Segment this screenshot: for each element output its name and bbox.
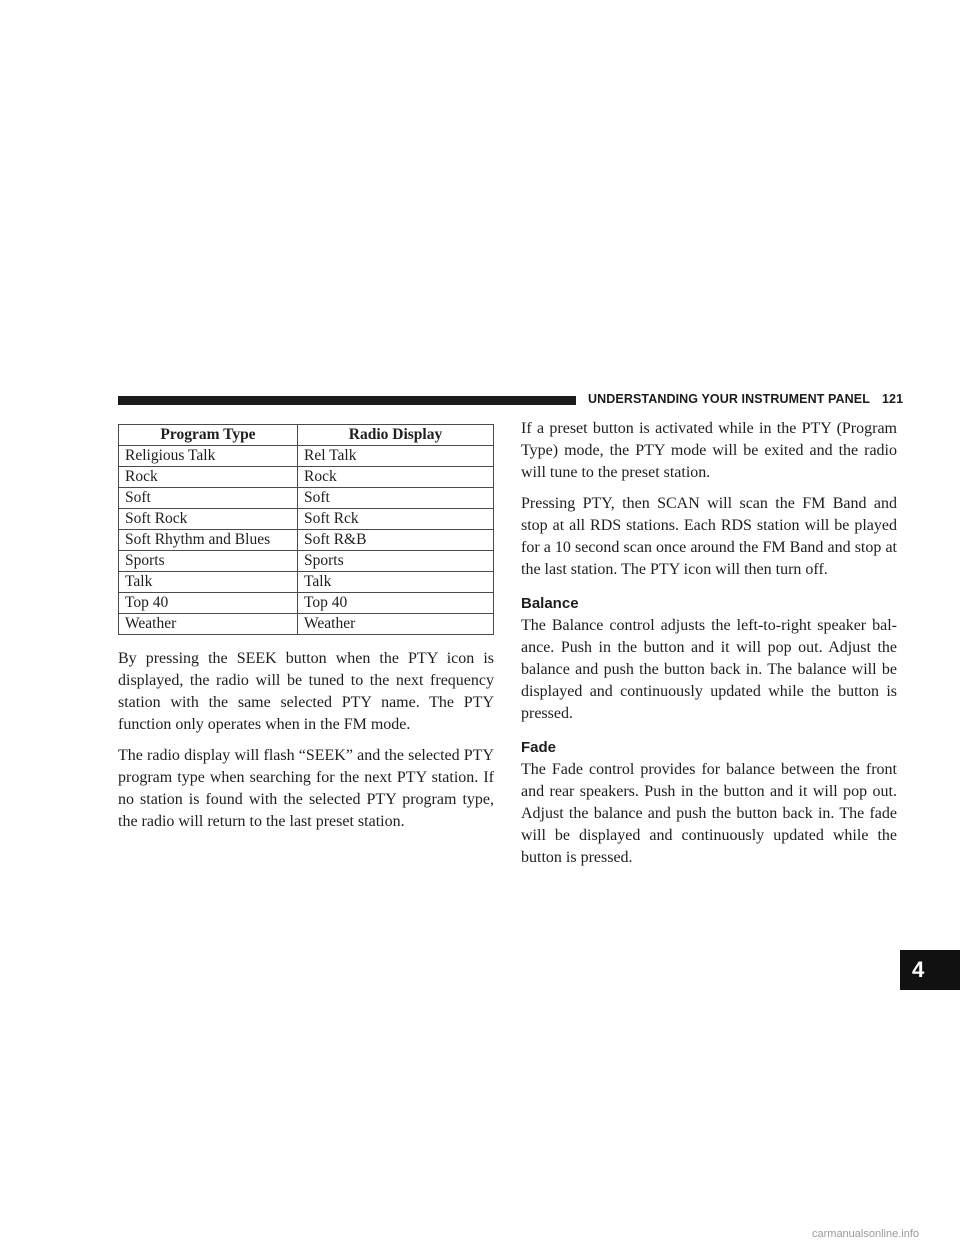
table-row [119,572,494,593]
balance-heading: Balance [521,595,579,612]
header-rule [118,396,576,405]
table-row [119,467,494,488]
table-cell: Rel Talk [298,446,494,467]
fade-paragraph: The Fade control provides for balance between the front and rear speakers. Push in the button and it will pop out. Adjust the balance and push the button back in. The fade will be displayed and continuously updated while the button is pressed. [521,761,897,866]
table-row [119,530,494,551]
table-cell: Soft [298,488,494,509]
table-cell: Soft Rock [119,509,298,530]
table-header-cell: Radio Display [298,425,494,446]
right-column [521,418,897,878]
table-row [119,614,494,635]
running-header [588,392,903,406]
table-cell: Top 40 [119,593,298,614]
table-cell: Top 40 [298,593,494,614]
table-cell: Rock [119,467,298,488]
table-row [119,551,494,572]
table-cell: Soft Rhythm and Blues [119,530,298,551]
table-row [119,593,494,614]
table-cell: Weather [298,614,494,635]
table-cell: Talk [298,572,494,593]
table-cell: Sports [119,551,298,572]
table-cell: Soft [119,488,298,509]
seek-paragraph: By pressing the SEEK button when the PTY icon is displayed, the radio will be tuned to the next frequency station with the same selected PTY name. The PTY function only operates when in the FM mode. [118,650,494,733]
table-row [119,509,494,530]
table-cell: Talk [119,572,298,593]
pty-table [118,424,494,635]
table-cell: Soft Rck [298,509,494,530]
scan-paragraph: Pressing PTY, then SCAN will scan the FM Band and stop at all RDS stations. Each RDS station will be played for a 10 second scan once around the FM Band and stop at the last station. The PTY icon will then turn off. [521,495,897,578]
footer-watermark: carmanualsonline.info [812,1228,920,1240]
table-cell: Soft R&B [298,530,494,551]
table-row [119,446,494,467]
chapter-tab: 4 [900,950,960,990]
table-header-cell: Program Type [119,425,298,446]
left-column [118,648,494,842]
balance-paragraph: The Balance control adjusts the left-to-right speaker bal- ance. Push in the button and it will pop out. Adjust the balance and push the button back in. The balance will be displayed and continuously updated while the button is pressed. [521,617,897,722]
flash-seek-paragraph: The radio display will flash “SEEK” and the selected PTY program type when searching for the next PTY station. If no station is found with the selected PTY program type, the radio will return to the last preset station. [118,747,494,830]
page-number: 121 [881,392,904,406]
table-cell: Religious Talk [119,446,298,467]
table-cell: Sports [298,551,494,572]
table-cell: Rock [298,467,494,488]
section-title: UNDERSTANDING YOUR INSTRUMENT PANEL [588,392,870,406]
table-cell: Weather [119,614,298,635]
table-header-row [119,425,494,446]
fade-heading: Fade [521,739,557,756]
preset-paragraph: If a preset button is activated while in the PTY (Program Type) mode, the PTY mode will be exited and the radio will tune to the preset station. [521,420,897,481]
table-row [119,488,494,509]
